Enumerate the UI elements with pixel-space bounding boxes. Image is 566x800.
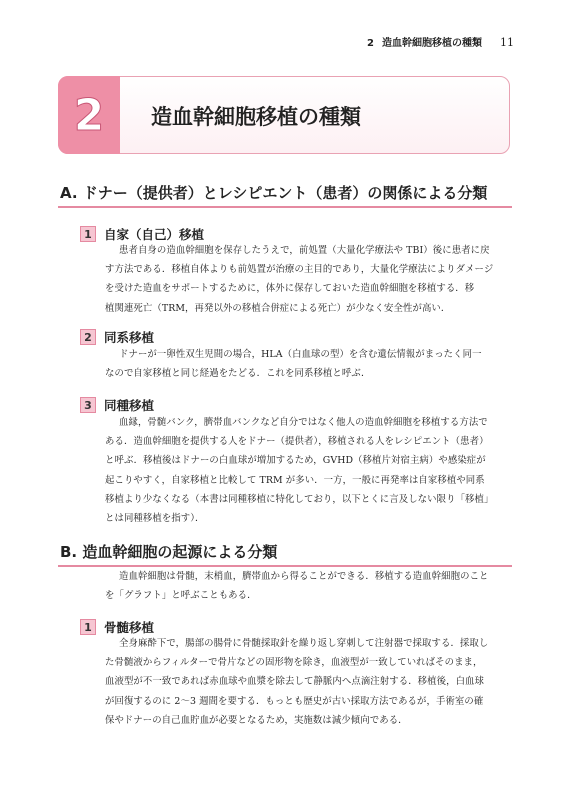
chapter-number: 2: [73, 89, 105, 141]
text-line: が回復するのに 2～3 週間を要する．もっとも歴史が古い採取方法であるが，手術室の確: [105, 695, 484, 707]
chapter-number-badge: [58, 76, 120, 154]
subsection-title: 自家（自己）移植: [104, 227, 205, 242]
chapter-heading: [58, 76, 510, 154]
text-line: を受けた造血をサポートするために，体外に保存しておいた造血幹細胞を移植する．移: [105, 283, 475, 295]
paragraph-bone-marrow: [105, 634, 513, 730]
text-line: ドナーが一卵性双生児間の場合，HLA（白血球の型）を含む遺伝情報がまったく同一: [119, 349, 482, 360]
header-chapter-title: 造血幹細胞移植の種類: [382, 38, 482, 49]
text-line: 起こりやすく，自家移植と比較して TRM が多い．一方，一般に再発率は自家移植や同系: [105, 474, 485, 486]
text-line: とは同種移植を指す）．: [105, 513, 205, 525]
text-line: 血液型が不一致であれば赤血球や血漿を除去して静脈内へ点滴注射する．移植後，白血球: [105, 676, 485, 688]
subsection-title: 同系移植: [104, 330, 155, 345]
text-line: なので自家移植と同じ経過をたどる．これを同系移植と呼ぶ．: [105, 368, 371, 380]
paragraph-allogeneic: [105, 413, 513, 528]
subsection-title: 同種移植: [104, 398, 155, 413]
text-line: を「グラフト」と呼ぶこともある．: [105, 590, 257, 602]
header-chapter-number: 2: [367, 38, 374, 49]
subsection-title: 骨髄移植: [104, 620, 155, 635]
text-line: 保やドナーの自己血貯血が必要となるため，実施数は減少傾向である．: [105, 714, 408, 726]
chapter-title: 造血幹細胞移植の種類: [151, 105, 361, 129]
paragraph-syngeneic: [105, 345, 513, 383]
section-a-heading: A. ドナー（提供者）とレシピエント（患者）の関係による分類: [58, 182, 512, 208]
paragraph-section-b-intro: [105, 567, 513, 605]
section-b-heading: B. 造血幹細胞の起源による分類: [58, 541, 512, 567]
text-line: ある．造血幹細胞を提供する人をドナー（提供者），移植される人をレシピエント（患者）: [105, 436, 489, 448]
text-line: 造血幹細胞は骨髄，末梢血，臍帯血から得ることができる．移植する造血幹細胞のこと: [119, 571, 489, 582]
paragraph-autologous: [105, 241, 513, 318]
text-line: た骨髄液からフィルターで骨片などの固形物を除き，血液型が一致していればそのまま，: [105, 657, 483, 669]
page-number: 11: [500, 36, 514, 49]
subsection-syngeneic: [80, 328, 154, 346]
subsection-allogeneic: [80, 396, 154, 414]
text-line: す方法である．移植自体よりも前処置が治療の主目的であり，大量化学療法によりダメージ: [105, 264, 494, 276]
text-line: 血縁，骨髄バンク，臍帯血バンクなど自分ではなく他人の造血幹細胞を移植する方法で: [119, 417, 488, 428]
running-header: [367, 34, 514, 49]
text-line: 移植より少なくなる（本書は同種移植に特化しており，以下とくに言及しない限り「移植」: [105, 493, 494, 505]
subsection-number: 2: [80, 329, 96, 345]
text-line: と呼ぶ．移植後はドナーの白血球が増加するため，GVHD（移植片対宿主病）や感染症が: [105, 455, 486, 467]
subsection-number: 3: [80, 397, 96, 413]
text-line: 全身麻酔下で，腸部の腸骨に骨髄採取針を繰り返し穿刺して注射器で採取する．採取し: [119, 638, 489, 649]
subsection-number: 1: [80, 619, 96, 635]
subsection-number: 1: [80, 226, 96, 242]
text-line: 患者自身の造血幹細胞を保存したうえで，前処置（大量化学療法や TBI）後に患者に戻: [119, 245, 490, 256]
text-line: 植関連死亡（TRM，再発以外の移植合併症による死亡）が少なく安全性が高い．: [105, 302, 451, 314]
